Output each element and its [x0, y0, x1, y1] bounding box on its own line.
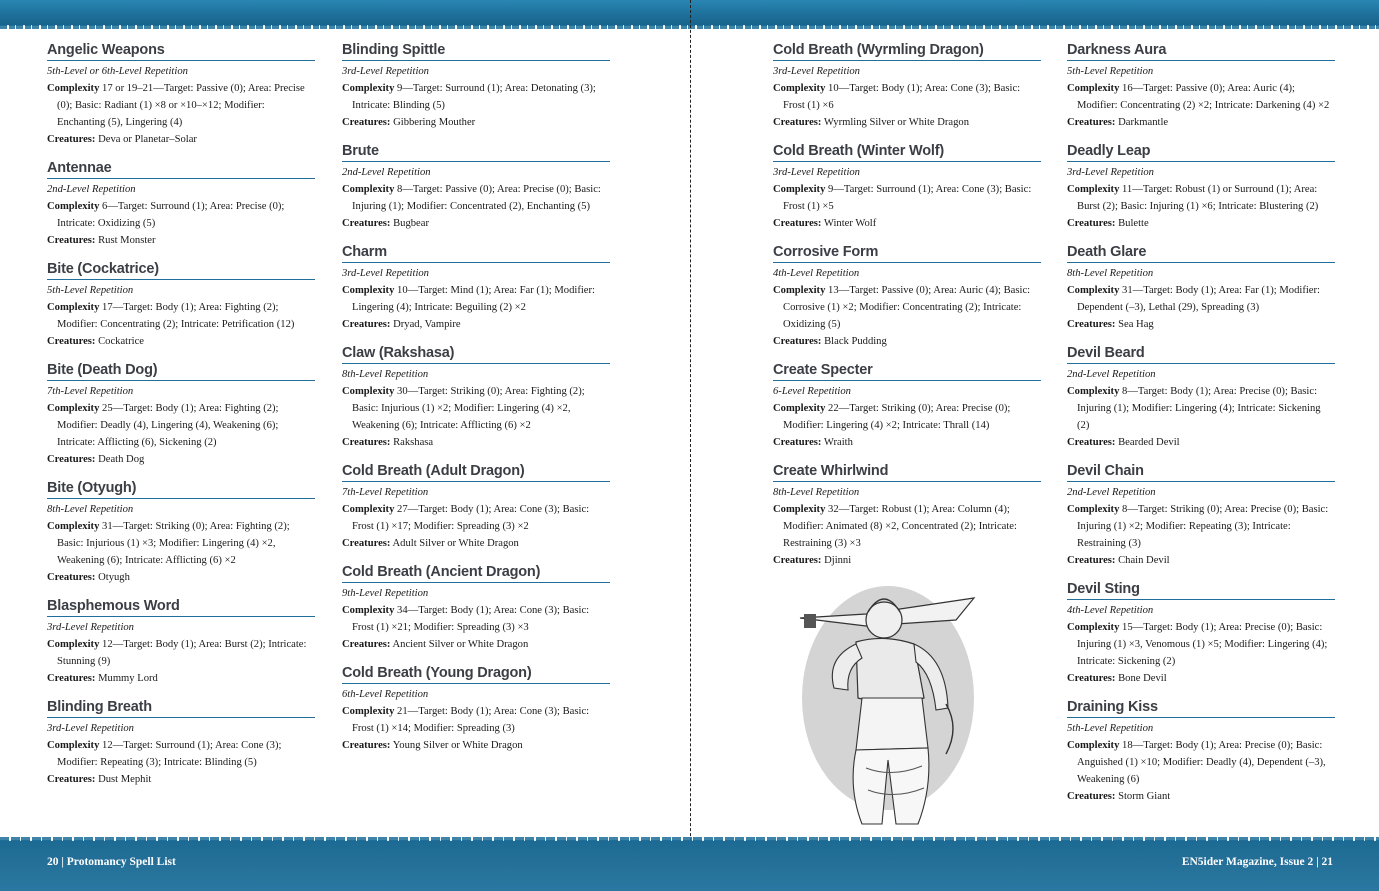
spell-level: 4th-Level Repetition	[773, 268, 860, 279]
spell-level: 3rd-Level Repetition	[773, 167, 860, 178]
spell-entry	[773, 362, 1041, 451]
complexity-text: 9—Target: Surround (1); Area: Detonating (3); Intricate: Blinding (5)	[352, 83, 596, 111]
creatures-line	[1067, 215, 1335, 232]
creatures-line	[773, 215, 1041, 232]
complexity-text: 25—Target: Body (1); Area: Fighting (2); Modifier: Deadly (4), Lingering (4), Weakening (6); Intricate: Afflicting (6), Sickening (2)	[57, 403, 279, 448]
complexity-label: Complexity	[342, 605, 395, 616]
creatures-line	[47, 232, 315, 249]
spell-level: 7th-Level Repetition	[47, 386, 134, 397]
spell-entry	[47, 598, 315, 687]
complexity-label: Complexity	[342, 504, 395, 515]
complexity-line	[1067, 501, 1335, 552]
spell-entry	[773, 463, 1041, 569]
complexity-text: 21—Target: Body (1); Area: Cone (3); Basic: Frost (1) ×14; Modifier: Spreading (3)	[352, 706, 590, 734]
complexity-label: Complexity	[773, 403, 826, 414]
creatures-text: Young Silver or White Dragon	[390, 740, 523, 751]
creatures-text: Rakshasa	[390, 437, 434, 448]
complexity-line	[773, 400, 1041, 434]
complexity-label: Complexity	[342, 184, 395, 195]
complexity-label: Complexity	[1067, 504, 1120, 515]
complexity-text: 12—Target: Surround (1); Area: Cone (3); Modifier: Repeating (3); Intricate: Blinding (5)	[57, 740, 282, 768]
creatures-text: Bulette	[1115, 218, 1149, 229]
creatures-line	[47, 569, 315, 586]
spell-level: 6-Level Repetition	[773, 386, 851, 397]
spell-level: 5th-Level Repetition	[47, 285, 134, 296]
complexity-line	[47, 518, 315, 569]
complexity-label: Complexity	[47, 639, 100, 650]
complexity-label: Complexity	[773, 83, 826, 94]
creatures-label: Creatures:	[342, 538, 391, 549]
complexity-line	[47, 636, 315, 670]
complexity-text: 8—Target: Striking (0); Area: Precise (0); Basic: Injuring (1) ×2; Modifier: Repeating (3); Intricate: Restraining (3)	[1077, 504, 1329, 549]
creatures-label: Creatures:	[47, 774, 96, 785]
spell-entry	[47, 362, 315, 468]
complexity-line	[342, 501, 610, 535]
creatures-text: Winter Wolf	[821, 218, 877, 229]
spell-level: 7th-Level Repetition	[342, 487, 429, 498]
complexity-label: Complexity	[47, 403, 100, 414]
column-2	[342, 42, 610, 766]
spell-title: Devil Chain	[1067, 463, 1335, 482]
spell-entry	[773, 244, 1041, 350]
spell-level: 9th-Level Repetition	[342, 588, 429, 599]
creatures-line	[47, 670, 315, 687]
creatures-label: Creatures:	[1067, 218, 1116, 229]
creatures-label: Creatures:	[47, 572, 96, 583]
complexity-label: Complexity	[342, 285, 395, 296]
spell-entry	[342, 143, 610, 232]
creatures-text: Deva or Planetar–Solar	[95, 134, 197, 145]
spell-level: 5th-Level Repetition	[1067, 66, 1154, 77]
creatures-text: Djinni	[821, 555, 852, 566]
creatures-line	[773, 333, 1041, 350]
complexity-label: Complexity	[47, 521, 100, 532]
complexity-label: Complexity	[1067, 184, 1120, 195]
creatures-line	[342, 535, 610, 552]
creatures-label: Creatures:	[1067, 791, 1116, 802]
complexity-label: Complexity	[1067, 285, 1120, 296]
complexity-line	[773, 282, 1041, 333]
creatures-line	[1067, 788, 1335, 805]
complexity-line	[342, 80, 610, 114]
spell-entry	[47, 160, 315, 249]
complexity-text: 17 or 19–21—Target: Passive (0); Area: Precise (0); Basic: Radiant (1) ×8 or ×10–×12; Modifier: Enchanting (5), Lingering (4)	[57, 83, 305, 128]
warrior-illustration	[796, 578, 994, 828]
spell-title: Bite (Otyugh)	[47, 480, 315, 499]
complexity-label: Complexity	[47, 740, 100, 751]
complexity-text: 18—Target: Body (1); Area: Precise (0); Basic: Anguished (1) ×10; Modifier: Deadly (4), Dependent (–3), Weakening (6)	[1077, 740, 1326, 785]
creatures-text: Rust Monster	[95, 235, 156, 246]
page-spine-divider	[690, 0, 691, 891]
complexity-text: 17—Target: Body (1); Area: Fighting (2); Modifier: Concentrating (2); Intricate: Petrification (12)	[57, 302, 295, 330]
spell-entry	[342, 564, 610, 653]
spell-level: 8th-Level Repetition	[342, 369, 429, 380]
complexity-label: Complexity	[1067, 83, 1120, 94]
spell-level: 3rd-Level Repetition	[1067, 167, 1154, 178]
complexity-text: 31—Target: Striking (0); Area: Fighting (2); Basic: Injurious (1) ×3; Modifier: Lingering (4) ×2, Weakening (6); Intricate: Afflicting (6) ×2	[57, 521, 290, 566]
complexity-label: Complexity	[773, 504, 826, 515]
complexity-text: 12—Target: Body (1); Area: Burst (2); Intricate: Stunning (9)	[57, 639, 307, 667]
creatures-line	[47, 451, 315, 468]
complexity-text: 15—Target: Body (1); Area: Precise (0); Basic: Injuring (1) ×3, Venomous (1) ×5; Modifier: Lingering (4); Intricate: Sickening (2)	[1077, 622, 1328, 667]
spell-entry	[1067, 463, 1335, 569]
complexity-label: Complexity	[342, 83, 395, 94]
spell-entry	[1067, 581, 1335, 687]
spell-title: Cold Breath (Ancient Dragon)	[342, 564, 610, 583]
creatures-text: Bearded Devil	[1115, 437, 1180, 448]
spell-title: Cold Breath (Young Dragon)	[342, 665, 610, 684]
spell-level: 2nd-Level Repetition	[47, 184, 136, 195]
creatures-text: Otyugh	[95, 572, 130, 583]
creatures-text: Adult Silver or White Dragon	[390, 538, 519, 549]
spell-entry	[342, 665, 610, 754]
complexity-line	[47, 299, 315, 333]
creatures-text: Wyrmling Silver or White Dragon	[821, 117, 970, 128]
creatures-line	[1067, 114, 1335, 131]
complexity-line	[47, 80, 315, 131]
complexity-line	[342, 602, 610, 636]
spell-entry	[773, 143, 1041, 232]
complexity-label: Complexity	[342, 386, 395, 397]
complexity-line	[47, 198, 315, 232]
complexity-text: 22—Target: Striking (0); Area: Precise (0); Modifier: Lingering (4) ×2; Intricate: Thrall (14)	[783, 403, 1011, 431]
spell-title: Antennae	[47, 160, 315, 179]
creatures-line	[1067, 552, 1335, 569]
creatures-line	[342, 737, 610, 754]
spell-level: 8th-Level Repetition	[773, 487, 860, 498]
creatures-line	[47, 131, 315, 148]
complexity-line	[1067, 181, 1335, 215]
spell-entry	[47, 42, 315, 148]
complexity-line	[773, 501, 1041, 552]
spell-title: Angelic Weapons	[47, 42, 315, 61]
creatures-text: Bone Devil	[1115, 673, 1167, 684]
complexity-line	[342, 703, 610, 737]
complexity-label: Complexity	[1067, 740, 1120, 751]
spell-entry	[342, 244, 610, 333]
spell-entry	[1067, 143, 1335, 232]
creatures-line	[1067, 670, 1335, 687]
footer-right-page-number: EN5ider Magazine, Issue 2 | 21	[1181, 856, 1333, 868]
complexity-text: 8—Target: Passive (0); Area: Precise (0); Basic: Injuring (1); Modifier: Concentrated (2), Enchanting (5)	[352, 184, 601, 212]
creatures-text: Chain Devil	[1115, 555, 1170, 566]
complexity-label: Complexity	[342, 706, 395, 717]
spell-title: Devil Sting	[1067, 581, 1335, 600]
complexity-label: Complexity	[1067, 386, 1120, 397]
complexity-text: 10—Target: Mind (1); Area: Far (1); Modifier: Lingering (4); Intricate: Beguiling (2) ×2	[352, 285, 595, 313]
spell-entry	[342, 463, 610, 552]
creatures-line	[1067, 434, 1335, 451]
creatures-label: Creatures:	[1067, 117, 1116, 128]
complexity-text: 8—Target: Body (1); Area: Precise (0); Basic: Injuring (1); Modifier: Lingering (4); Intricate: Sickening (2)	[1077, 386, 1321, 431]
spell-entry	[47, 480, 315, 586]
spell-title: Charm	[342, 244, 610, 263]
spell-entry	[1067, 699, 1335, 805]
creatures-label: Creatures:	[342, 117, 391, 128]
creatures-line	[342, 215, 610, 232]
creatures-text: Cockatrice	[95, 336, 144, 347]
complexity-text: 6—Target: Surround (1); Area: Precise (0); Intricate: Oxidizing (5)	[57, 201, 285, 229]
creatures-label: Creatures:	[1067, 437, 1116, 448]
creatures-label: Creatures:	[47, 134, 96, 145]
complexity-label: Complexity	[773, 285, 826, 296]
spell-level: 8th-Level Repetition	[1067, 268, 1154, 279]
spell-entry	[773, 42, 1041, 131]
creatures-label: Creatures:	[1067, 673, 1116, 684]
spell-title: Brute	[342, 143, 610, 162]
complexity-line	[342, 282, 610, 316]
spell-title: Corrosive Form	[773, 244, 1041, 263]
creatures-text: Dryad, Vampire	[390, 319, 461, 330]
spell-level: 4th-Level Repetition	[1067, 605, 1154, 616]
complexity-text: 32—Target: Robust (1); Area: Column (4); Modifier: Animated (8) ×2, Concentrated (2); Intricate: Restraining (3) ×3	[783, 504, 1017, 549]
creatures-label: Creatures:	[47, 235, 96, 246]
creatures-text: Gibbering Mouther	[390, 117, 476, 128]
spell-level: 3rd-Level Repetition	[342, 268, 429, 279]
complexity-line	[342, 383, 610, 434]
spell-level: 5th-Level or 6th-Level Repetition	[47, 66, 188, 77]
spell-level: 6th-Level Repetition	[342, 689, 429, 700]
creatures-label: Creatures:	[773, 555, 822, 566]
spell-entry	[1067, 345, 1335, 451]
complexity-line	[1067, 80, 1335, 114]
creatures-line	[47, 771, 315, 788]
creatures-line	[773, 434, 1041, 451]
spell-title: Create Specter	[773, 362, 1041, 381]
creatures-line	[342, 316, 610, 333]
complexity-text: 30—Target: Striking (0); Area: Fighting (2); Basic: Injurious (1) ×2; Modifier: Lingering (4) ×2, Weakening (6); Intricate: Afflicting (6) ×2	[352, 386, 585, 431]
spell-title: Blasphemous Word	[47, 598, 315, 617]
creatures-label: Creatures:	[47, 336, 96, 347]
spell-title: Darkness Aura	[1067, 42, 1335, 61]
creatures-text: Wraith	[821, 437, 853, 448]
spell-title: Cold Breath (Winter Wolf)	[773, 143, 1041, 162]
complexity-text: 13—Target: Passive (0); Area: Auric (4); Basic: Corrosive (1) ×2; Modifier: Concentrating (2); Intricate: Oxidizing (5)	[783, 285, 1031, 330]
column-1	[47, 42, 315, 800]
creatures-line	[773, 114, 1041, 131]
spell-title: Create Whirlwind	[773, 463, 1041, 482]
spell-title: Draining Kiss	[1067, 699, 1335, 718]
spell-title: Deadly Leap	[1067, 143, 1335, 162]
spell-title: Blinding Breath	[47, 699, 315, 718]
spell-title: Bite (Death Dog)	[47, 362, 315, 381]
complexity-text: 11—Target: Robust (1) or Surround (1); Area: Burst (2); Basic: Injuring (1) ×6; Intricate: Blustering (2)	[1077, 184, 1319, 212]
column-3	[773, 42, 1041, 581]
spell-level: 3rd-Level Repetition	[342, 66, 429, 77]
creatures-label: Creatures:	[47, 454, 96, 465]
spell-level: 2nd-Level Repetition	[342, 167, 431, 178]
creatures-label: Creatures:	[342, 218, 391, 229]
complexity-text: 34—Target: Body (1); Area: Cone (3); Basic: Frost (1) ×21; Modifier: Spreading (3) ×3	[352, 605, 590, 633]
footer-left-page-number: 20 | Protomancy Spell List	[47, 856, 176, 868]
complexity-line	[47, 737, 315, 771]
creatures-text: Dust Mephit	[95, 774, 152, 785]
complexity-line	[773, 181, 1041, 215]
creatures-line	[47, 333, 315, 350]
spell-title: Cold Breath (Adult Dragon)	[342, 463, 610, 482]
creatures-text: Darkmantle	[1115, 117, 1169, 128]
spell-entry	[342, 42, 610, 131]
creatures-text: Bugbear	[390, 218, 429, 229]
spell-level: 3rd-Level Repetition	[47, 723, 134, 734]
creatures-label: Creatures:	[773, 218, 822, 229]
complexity-line	[1067, 383, 1335, 434]
creatures-text: Mummy Lord	[95, 673, 158, 684]
complexity-label: Complexity	[1067, 622, 1120, 633]
creatures-line	[342, 114, 610, 131]
complexity-text: 27—Target: Body (1); Area: Cone (3); Basic: Frost (1) ×17; Modifier: Spreading (3) ×2	[352, 504, 590, 532]
spell-entry	[1067, 244, 1335, 333]
spell-entry	[47, 699, 315, 788]
complexity-line	[1067, 619, 1335, 670]
spell-title: Claw (Rakshasa)	[342, 345, 610, 364]
creatures-label: Creatures:	[342, 740, 391, 751]
complexity-line	[1067, 737, 1335, 788]
complexity-label: Complexity	[47, 302, 100, 313]
column-4	[1067, 42, 1335, 817]
complexity-line	[773, 80, 1041, 114]
creatures-label: Creatures:	[342, 639, 391, 650]
creatures-text: Storm Giant	[1115, 791, 1171, 802]
complexity-text: 10—Target: Body (1); Area: Cone (3); Basic: Frost (1) ×6	[783, 83, 1021, 111]
creatures-label: Creatures:	[47, 673, 96, 684]
creatures-text: Death Dog	[95, 454, 145, 465]
spell-level: 5th-Level Repetition	[1067, 723, 1154, 734]
spell-level: 3rd-Level Repetition	[773, 66, 860, 77]
creatures-text: Black Pudding	[821, 336, 887, 347]
spell-title: Death Glare	[1067, 244, 1335, 263]
creatures-label: Creatures:	[342, 319, 391, 330]
creatures-text: Sea Hag	[1115, 319, 1154, 330]
complexity-line	[1067, 282, 1335, 316]
creatures-line	[342, 636, 610, 653]
spell-level: 2nd-Level Repetition	[1067, 369, 1156, 380]
complexity-line	[47, 400, 315, 451]
complexity-line	[342, 181, 610, 215]
spell-entry	[342, 345, 610, 451]
bottom-banner	[0, 840, 1379, 891]
spell-entry	[47, 261, 315, 350]
complexity-label: Complexity	[47, 83, 100, 94]
creatures-label: Creatures:	[1067, 555, 1116, 566]
complexity-text: 9—Target: Surround (1); Area: Cone (3); Basic: Frost (1) ×5	[783, 184, 1032, 212]
creatures-label: Creatures:	[773, 437, 822, 448]
complexity-text: 16—Target: Passive (0); Area: Auric (4); Modifier: Concentrating (2) ×2; Intricate: Darkening (4) ×2	[1077, 83, 1330, 111]
complexity-label: Complexity	[773, 184, 826, 195]
creatures-line	[342, 434, 610, 451]
complexity-label: Complexity	[47, 201, 100, 212]
spell-level: 3rd-Level Repetition	[47, 622, 134, 633]
creatures-label: Creatures:	[342, 437, 391, 448]
complexity-text: 31—Target: Body (1); Area: Far (1); Modifier: Dependent (–3), Lethal (29), Spreading (3)	[1077, 285, 1320, 313]
creatures-label: Creatures:	[773, 336, 822, 347]
spell-title: Cold Breath (Wyrmling Dragon)	[773, 42, 1041, 61]
creatures-line	[1067, 316, 1335, 333]
creatures-label: Creatures:	[1067, 319, 1116, 330]
spell-level: 2nd-Level Repetition	[1067, 487, 1156, 498]
creatures-text: Ancient Silver or White Dragon	[390, 639, 529, 650]
spell-title: Devil Beard	[1067, 345, 1335, 364]
creatures-line	[773, 552, 1041, 569]
spell-entry	[1067, 42, 1335, 131]
spell-title: Blinding Spittle	[342, 42, 610, 61]
spell-level: 8th-Level Repetition	[47, 504, 134, 515]
creatures-label: Creatures:	[773, 117, 822, 128]
spell-title: Bite (Cockatrice)	[47, 261, 315, 280]
